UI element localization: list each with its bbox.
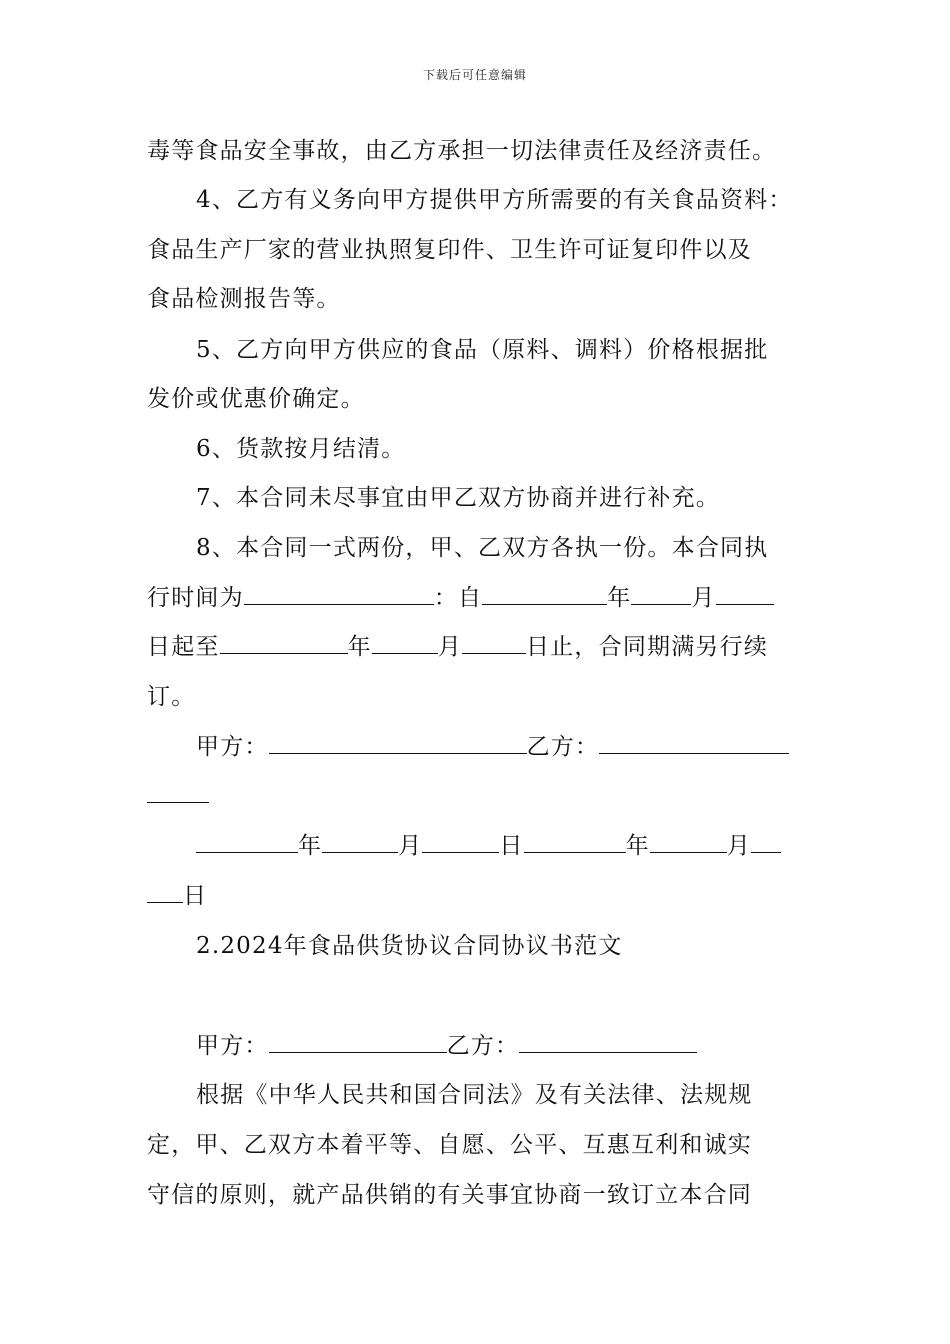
month-label: 月 [437,634,463,660]
blank-field[interactable] [631,584,691,605]
month-label: 月 [691,585,716,611]
signature-line-cont [147,781,209,811]
day-label: 日 [499,833,524,859]
blank-field[interactable] [650,832,727,853]
paragraph-line: 定，甲、乙双方本着平等、自愿、公平、互惠互利和诚实 [147,1132,752,1158]
party-a-label: 甲方： [196,734,269,760]
month-label: 月 [398,833,423,859]
blank-field[interactable] [462,633,526,654]
clause-4: 4、乙方有义务向甲方提供甲方所需要的有关食品资料： [196,187,793,213]
paragraph-line: 守信的原则，就产品供销的有关事宜协商一致订立本合同 [147,1182,752,1208]
blank-field[interactable] [422,832,499,853]
blank-field[interactable] [147,882,183,903]
party-a-field[interactable] [269,733,527,754]
blank-field[interactable] [372,633,438,654]
date-line-cont [147,881,207,911]
year-label: 年 [298,833,323,859]
text-line: 发价或优惠价确定。 [147,386,365,412]
year-label: 年 [347,634,372,660]
signature-line [196,732,789,762]
party-b-field-cont[interactable] [147,782,209,803]
term-line-2 [147,632,768,662]
text-line: 食品生产厂家的营业执照复印件、卫生许可证复印件以及 [147,237,752,263]
blank-field[interactable] [220,633,348,654]
clause-8: 8、本合同一式两份，甲、乙双方各执一份。本合同执 [196,535,769,561]
blank-field[interactable] [482,584,607,605]
clause-5: 5、乙方向甲方供应的食品（原料、调料）价格根据批 [196,337,769,363]
from-label: ：自 [433,585,483,611]
text-line: 毒等食品安全事故，由乙方承担一切法律责任及经济责任。 [147,138,777,164]
section-title: 2.2024年食品供货协议合同协议书范文 [196,933,623,959]
page-header: 下载后可任意编辑 [422,68,527,82]
day-label: 日 [183,883,208,909]
party-b-field[interactable] [519,1032,697,1053]
date-line [196,831,781,861]
party-a-label: 甲方： [196,1033,269,1059]
term-line [147,583,774,613]
text-line: 食品检测报告等。 [147,286,341,312]
clause-7: 7、本合同未尽事宜由甲乙双方协商并进行补充。 [196,485,721,511]
paragraph-line: 根据《中华人民共和国合同法》及有关法律、法规规 [196,1082,753,1108]
party-a-field[interactable] [269,1032,447,1053]
blank-field[interactable] [524,832,626,853]
from-day-label: 日起至 [147,634,220,660]
month-label: 月 [726,833,752,859]
year-label: 年 [607,585,632,611]
blank-field[interactable] [751,832,781,853]
year-label: 年 [625,833,650,859]
party-b-label: 乙方： [446,1033,520,1059]
parties-line [196,1031,697,1061]
blank-field[interactable] [196,832,298,853]
blank-field[interactable] [716,584,774,605]
blank-field[interactable] [244,584,434,605]
clause-6: 6、货款按月结清。 [196,436,406,462]
party-b-field[interactable] [599,733,789,754]
party-b-label: 乙方： [526,734,600,760]
end-label: 日止，合同期满另行续 [526,634,769,660]
term-label: 行时间为 [147,585,244,611]
blank-field[interactable] [322,832,398,853]
text-line: 订。 [147,684,196,710]
